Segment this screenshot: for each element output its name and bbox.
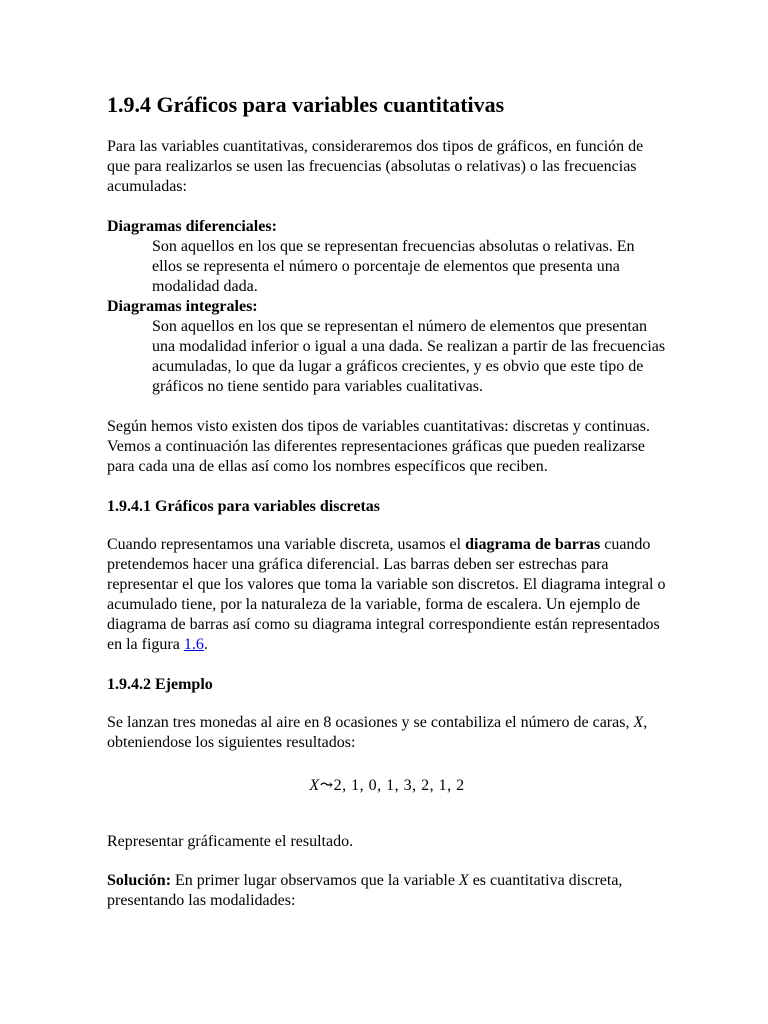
solution-text-after: es cuantitativa discreta, presentando las modalidades: — [107, 872, 623, 909]
solution-variable: X — [458, 872, 469, 889]
discretas-text-after: cuando pretendemos hacer una gráfica diferencial. Las barras deben ser estrechas para representar el que los valores que toma la variable son discretos. El diagrama integral o acumulado tiene, por la naturaleza de la variable, forma de escalera. Un ejemplo de diagrama de barras así como su diagrama integral correspondiente están representados en la figura — [107, 536, 666, 653]
ejemplo-variable: X — [633, 714, 644, 731]
formula-arrow: ⤳ — [319, 777, 334, 794]
solution-label: Solución: — [107, 872, 172, 889]
diagrama-de-barras-term: diagrama de barras — [465, 536, 601, 553]
intro-paragraph: Para las variables cuantitativas, consideraremos dos tipos de gráficos, en función de que para realizarlos se usen las frecuencias (absolutas o relativas) o las frecuencias acumuladas: — [107, 138, 644, 195]
formula-values: 2, 1, 0, 1, 3, 2, 1, 2 — [333, 777, 465, 794]
solution-text-before: En primer lugar observamos que la variable — [171, 872, 459, 889]
formula-variable: X — [309, 777, 320, 794]
document-content — [107, 91, 667, 911]
section-title: 1.9.4 Gráficos para variables cuantitativas — [107, 92, 505, 117]
results-formula — [107, 776, 667, 796]
definition-list — [107, 217, 667, 397]
ejemplo-text-before: Se lanzan tres monedas al aire en 8 ocasiones y se contabiliza el número de caras, — [107, 714, 634, 731]
definition-term-diferenciales: Diagramas diferenciales: — [107, 218, 277, 235]
definition-desc-diferenciales: Son aquellos en los que se representan frecuencias absolutas o relativas. En ellos se representa el número o porcentaje de elementos que presenta una modalidad dada. — [152, 238, 635, 295]
discretas-paragraph — [107, 535, 667, 655]
figure-link[interactable]: 1.6 — [183, 636, 204, 653]
definition-desc-integrales: Son aquellos en los que se representan el número de elementos que presentan una modalidad inferior o igual a una dada. Se realizan a partir de las frecuencias acumuladas, lo que da lugar a gráficos crecientes, y es obvio que este tipo de gráficos no tiene sentido para variables cualitativas. — [152, 318, 666, 395]
task-paragraph: Representar gráficamente el resultado. — [107, 833, 354, 850]
subsection-title-ejemplo: 1.9.4.2 Ejemplo — [107, 676, 213, 693]
subsection-title-discretas: 1.9.4.1 Gráficos para variables discretas — [107, 498, 381, 515]
solution-paragraph — [107, 871, 667, 911]
definition-term-integrales: Diagramas integrales: — [107, 298, 258, 315]
discretas-text-before: Cuando representamos una variable discreta, usamos el — [107, 536, 466, 553]
discretas-text-end: . — [203, 636, 208, 653]
types-paragraph: Según hemos visto existen dos tipos de variables cuantitativas: discretas y continuas. Vemos a continuación las diferentes representaciones gráficas que pueden realizarse para cada una de ellas así como los nombres específicos que reciben. — [107, 418, 651, 475]
ejemplo-paragraph — [107, 713, 667, 753]
ejemplo-text-after: , obteniendose los siguientes resultados: — [107, 714, 648, 751]
